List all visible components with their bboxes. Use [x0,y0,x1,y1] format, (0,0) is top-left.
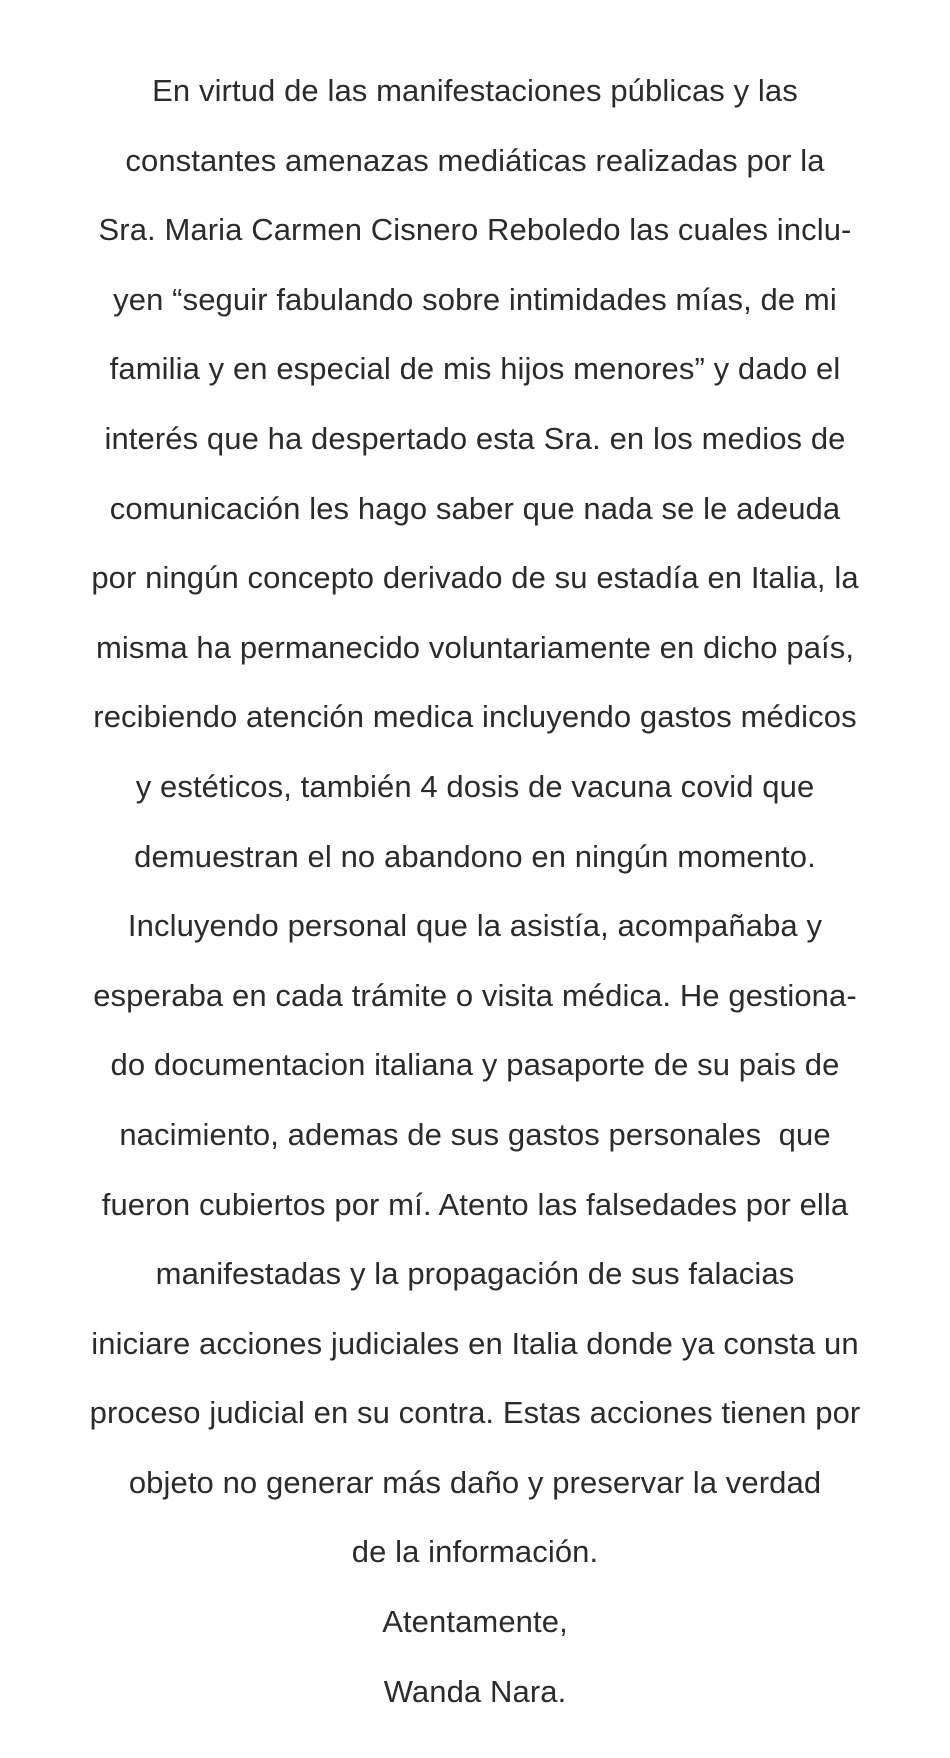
statement-line: de la información. [351,1534,599,1570]
statement-line: misma ha permanecido voluntariamente en dicho país, [95,629,855,665]
statement-line: esperaba en cada trámite o visita médica. He gestiona- [93,977,857,1013]
statement-line: proceso judicial en su contra. Estas acciones tienen por [89,1395,861,1431]
statement-line: por ningún concepto derivado de su estadía en Italia, la [91,560,859,596]
statement-line: recibiendo atención medica incluyendo gastos médicos [93,699,857,735]
statement-line: familia y en especial de mis hijos menores” y dado el [109,351,841,387]
statement-text [0,66,950,1736]
statement-line: manifestadas y la propagación de sus falacias [155,1256,795,1292]
statement-line: objeto no generar más daño y preservar la verdad [128,1464,822,1500]
statement-line: iniciare acciones judiciales en Italia donde ya consta un [91,1325,859,1361]
closing-line: Atentamente, [382,1604,568,1640]
statement-line: constantes amenazas mediáticas realizadas por la [125,142,825,178]
statement-line: y estéticos, también 4 dosis de vacuna covid que [135,768,815,804]
statement-line: yen “seguir fabulando sobre intimidades mías, de mi [113,281,837,317]
statement-line: comunicación les hago saber que nada se le adeuda [109,490,841,526]
statement-line: interés que ha despertado esta Sra. en los medios de [104,420,846,456]
statement-line: demuestran el no abandono en ningún momento. [134,838,816,874]
statement-line: Incluyendo personal que la asistía, acompañaba y [127,908,823,944]
statement-line: do documentacion italiana y pasaporte de su pais de [110,1047,840,1083]
statement-line: Sra. Maria Carmen Cisnero Reboledo las cuales inclu- [98,212,852,248]
statement-line: En virtud de las manifestaciones públicas y las [152,73,798,108]
statement-line: fueron cubiertos por mí. Atento las falsedades por ella [101,1186,849,1222]
statement-line: nacimiento, ademas de sus gastos personales que [119,1116,831,1152]
signature: Wanda Nara. [383,1673,567,1709]
